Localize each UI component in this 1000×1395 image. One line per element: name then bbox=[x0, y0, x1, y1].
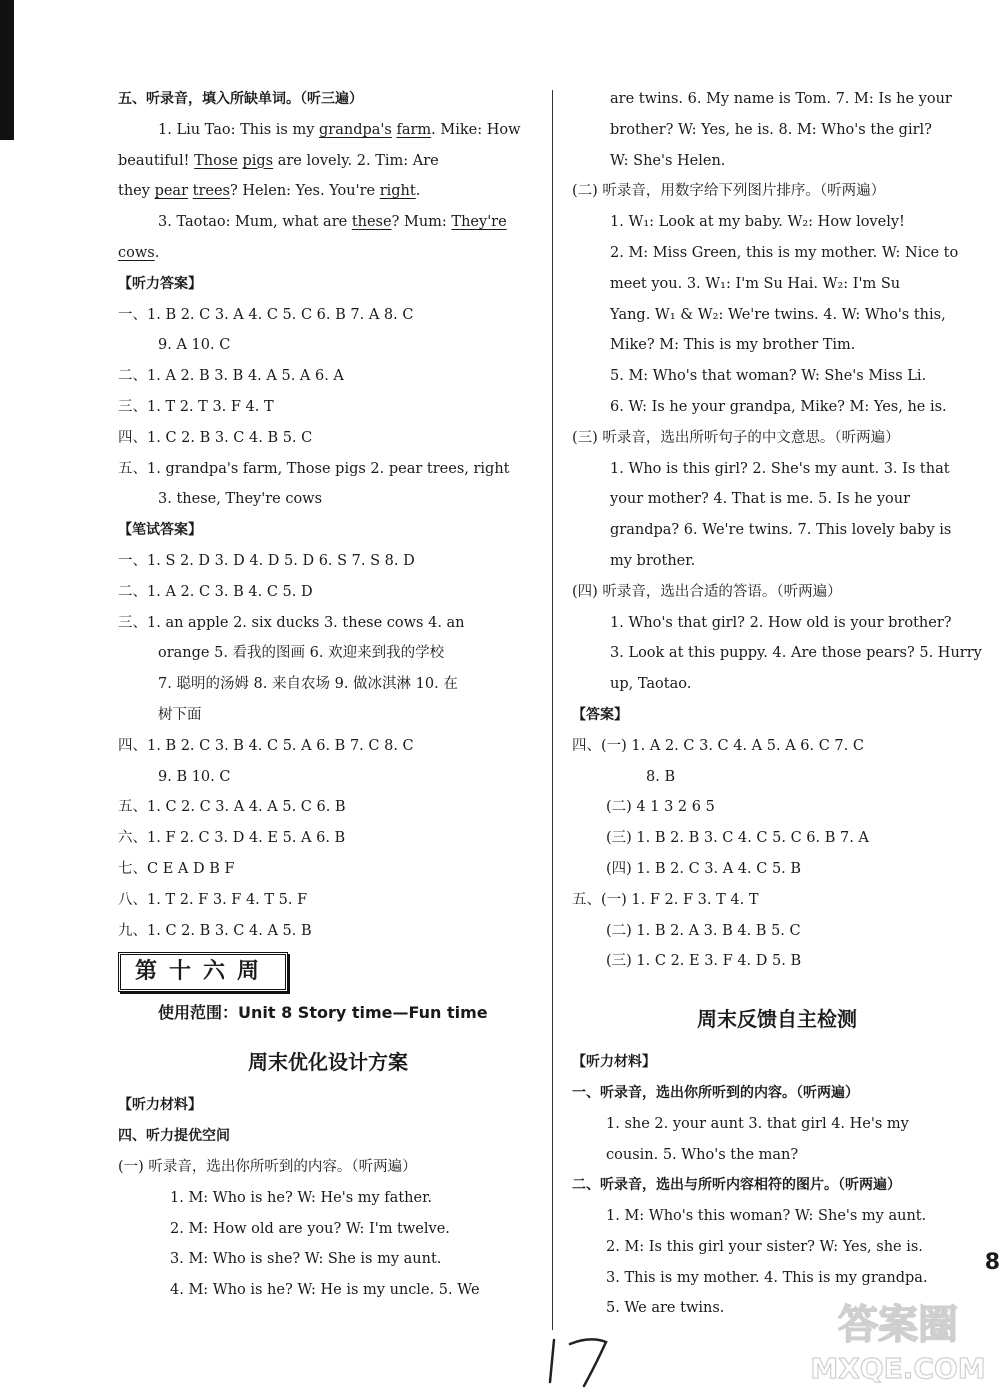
fill-in-line bbox=[118, 207, 538, 238]
answer-line: 七、C E A D B F bbox=[118, 860, 235, 877]
material-line: 1. W₁: Look at my baby. W₂: How lovely! bbox=[610, 214, 905, 231]
listen-answers-header: 【听力答案】 bbox=[118, 275, 202, 292]
line-text: 1. Liu Tao: This is my bbox=[158, 121, 320, 138]
right-column bbox=[572, 84, 982, 1324]
material-line: Yang. W₁ & W₂: We're twins. 4. W: Who's this, bbox=[610, 306, 946, 323]
material-line: 6. W: Is he your grandpa, Mike? M: Yes, he is. bbox=[610, 398, 947, 415]
scan-edge-bar bbox=[0, 0, 14, 140]
listening-material-header: 【听力材料】 bbox=[572, 1054, 656, 1071]
feedback-title: 周末反馈自主检测 bbox=[697, 1007, 857, 1032]
filled-word: Those bbox=[194, 152, 238, 169]
fill-in-line bbox=[118, 176, 538, 207]
answer-line: (三) 1. C 2. E 3. F 4. D 5. B bbox=[606, 953, 802, 970]
section-2-header: 二、听录音，选出与所听内容相符的图片。（听两遍） bbox=[572, 1177, 901, 1194]
material-line: cousin. 5. Who's the man? bbox=[606, 1146, 799, 1163]
section-1-header: 一、听录音，选出你所听到的内容。（听两遍） bbox=[572, 1084, 859, 1101]
material-line: 5. M: Who's that woman? W: She's Miss Li. bbox=[610, 368, 927, 385]
filled-word: pigs bbox=[242, 152, 274, 169]
section-5-header: 五、听录音，填入所缺单词。（听三遍） bbox=[118, 91, 363, 107]
material-line: 2. M: Is this girl your sister? W: Yes, she is. bbox=[606, 1238, 923, 1255]
subsection-header: (一) 听录音，选出你所听到的内容。（听两遍） bbox=[118, 1158, 417, 1175]
filled-word: right bbox=[379, 183, 416, 200]
material-line: 3. M: Who is she? W: She is my aunt. bbox=[170, 1251, 442, 1268]
filled-word: trees bbox=[192, 183, 230, 200]
written-answers-header: 【笔试答案】 bbox=[118, 522, 202, 539]
line-text: 3. Taotao: Mum, what are bbox=[158, 214, 352, 231]
plan-title: 周末优化设计方案 bbox=[248, 1050, 408, 1075]
material-line: 1. M: Who is he? W: He's my father. bbox=[170, 1189, 433, 1206]
answer-line: 三、1. T 2. T 3. F 4. T bbox=[118, 398, 274, 415]
filled-word: cows bbox=[118, 244, 155, 261]
answer-line: 一、1. B 2. C 3. A 4. C 5. C 6. B 7. A 8. C bbox=[118, 306, 414, 323]
page-number: 8 bbox=[984, 1250, 1000, 1275]
column-divider bbox=[552, 90, 553, 1330]
listening-material-header: 【听力材料】 bbox=[118, 1097, 202, 1114]
fill-in-line bbox=[118, 146, 538, 177]
material-line: up, Taotao. bbox=[610, 676, 692, 693]
answer-line: 一、1. S 2. D 3. D 4. D 5. D 6. S 7. S 8. D bbox=[118, 552, 415, 569]
usage-scope: 使用范围：Unit 8 Story time—Fun time bbox=[158, 1003, 488, 1023]
svg-text:答案圈: 答案圈 bbox=[838, 1302, 958, 1348]
material-line: W: She's Helen. bbox=[610, 152, 726, 169]
line-text: are lovely. 2. Tim: Are bbox=[273, 152, 439, 169]
line-text: ? Helen: Yes. You're bbox=[230, 183, 380, 200]
answer-line: 九、1. C 2. B 3. C 4. A 5. B bbox=[118, 922, 312, 939]
svg-text:MXQE.COM: MXQE.COM bbox=[810, 1352, 986, 1385]
material-line: 1. Who's that girl? 2. How old is your brother? bbox=[610, 614, 952, 631]
answer-line: 五、1. grandpa's farm, Those pigs 2. pear trees, right bbox=[118, 460, 510, 477]
answer-line: 四、1. B 2. C 3. B 4. C 5. A 6. B 7. C 8. C bbox=[118, 737, 414, 754]
left-column bbox=[118, 84, 538, 1306]
answer-line: 四、(一) 1. A 2. C 3. C 4. A 5. A 6. C 7. C bbox=[572, 737, 864, 754]
answer-line: 二、1. A 2. C 3. B 4. C 5. D bbox=[118, 583, 313, 600]
material-line: brother? W: Yes, he is. 8. M: Who's the girl? bbox=[610, 121, 932, 138]
material-line: 1. she 2. your aunt 3. that girl 4. He's my bbox=[606, 1115, 909, 1132]
material-line: 5. We are twins. bbox=[606, 1300, 725, 1317]
subsection-header: (三) 听录音，选出所听句子的中文意思。（听两遍） bbox=[572, 429, 900, 446]
line-text: . bbox=[154, 244, 160, 261]
material-line: Mike? M: This is my brother Tim. bbox=[610, 337, 856, 354]
answer-line: 9. A 10. C bbox=[158, 337, 231, 354]
answer-line: 9. B 10. C bbox=[158, 768, 231, 785]
material-line: are twins. 6. My name is Tom. 7. M: Is he your bbox=[610, 91, 952, 107]
section-5-lines bbox=[118, 115, 538, 269]
material-line: 3. Look at this puppy. 4. Are those pears? 5. Hurry bbox=[610, 645, 982, 662]
line-text: . bbox=[415, 183, 421, 200]
answer-line: 二、1. A 2. B 3. B 4. A 5. A 6. A bbox=[118, 368, 344, 385]
answer-line: 三、1. an apple 2. six ducks 3. these cows 4. an bbox=[118, 614, 465, 631]
material-line: grandpa? 6. We're twins. 7. This lovely baby is bbox=[610, 522, 952, 539]
answer-line: (三) 1. B 2. B 3. C 4. C 5. C 6. B 7. A bbox=[606, 830, 869, 847]
subsection-header: (四) 听录音，选出合适的答语。（听两遍） bbox=[572, 583, 842, 600]
filled-word: these bbox=[351, 214, 392, 231]
week-title-box: 第十六周 bbox=[118, 952, 288, 992]
line-text: beautiful! bbox=[118, 152, 195, 169]
filled-word: grandpa's bbox=[319, 121, 392, 138]
material-line: your mother? 4. That is me. 5. Is he your bbox=[610, 491, 911, 508]
handwritten-page-mark bbox=[540, 1330, 620, 1390]
answer-line: 四、1. C 2. B 3. C 4. B 5. C bbox=[118, 429, 313, 446]
answer-line: 八、1. T 2. F 3. F 4. T 5. F bbox=[118, 891, 308, 908]
material-line: meet you. 3. W₁: I'm Su Hai. W₂: I'm Su bbox=[610, 275, 901, 292]
line-text: ? Mum: bbox=[391, 214, 452, 231]
material-line: 3. This is my mother. 4. This is my grandpa. bbox=[606, 1269, 928, 1286]
answer-line: 8. B bbox=[646, 768, 676, 785]
answer-line: 五、1. C 2. C 3. A 4. A 5. C 6. B bbox=[118, 799, 346, 816]
fill-in-line bbox=[118, 238, 538, 269]
material-line: 4. M: Who is he? W: He is my uncle. 5. We bbox=[170, 1282, 480, 1299]
answer-line: 3. these, They're cows bbox=[158, 491, 323, 508]
subsection-header: (二) 听录音，用数字给下列图片排序。（听两遍） bbox=[572, 183, 886, 200]
fill-in-line bbox=[118, 115, 538, 146]
filled-word: They're bbox=[451, 214, 507, 231]
watermark-logo bbox=[808, 1290, 988, 1390]
material-line: 2. M: Miss Green, this is my mother. W: Nice to bbox=[610, 244, 959, 261]
answer-line: 树下面 bbox=[158, 706, 202, 723]
filled-word: pear bbox=[154, 183, 189, 200]
answer-line: orange 5. 看我的图画 6. 欢迎来到我的学校 bbox=[158, 645, 445, 662]
answer-line: (四) 1. B 2. C 3. A 4. C 5. B bbox=[606, 860, 802, 877]
line-text: . Mike: How bbox=[431, 121, 521, 138]
answer-line: 7. 聪明的汤姆 8. 来自农场 9. 做冰淇淋 10. 在 bbox=[158, 676, 458, 693]
answers-header: 【答案】 bbox=[572, 706, 628, 723]
answer-line: 五、(一) 1. F 2. F 3. T 4. T bbox=[572, 891, 759, 908]
filled-word: farm bbox=[396, 121, 432, 138]
line-text: they bbox=[118, 183, 155, 200]
section-4-header: 四、听力提优空间 bbox=[118, 1128, 230, 1145]
material-line: my brother. bbox=[610, 552, 696, 569]
answer-line: (二) 1. B 2. A 3. B 4. B 5. C bbox=[606, 922, 801, 939]
material-line: 1. M: Who's this woman? W: She's my aunt. bbox=[606, 1208, 927, 1225]
answer-line: 六、1. F 2. C 3. D 4. E 5. A 6. B bbox=[118, 830, 346, 847]
material-line: 2. M: How old are you? W: I'm twelve. bbox=[170, 1220, 450, 1237]
answer-line: (二) 4 1 3 2 6 5 bbox=[606, 799, 715, 816]
material-line: 1. Who is this girl? 2. She's my aunt. 3. Is that bbox=[610, 460, 950, 477]
